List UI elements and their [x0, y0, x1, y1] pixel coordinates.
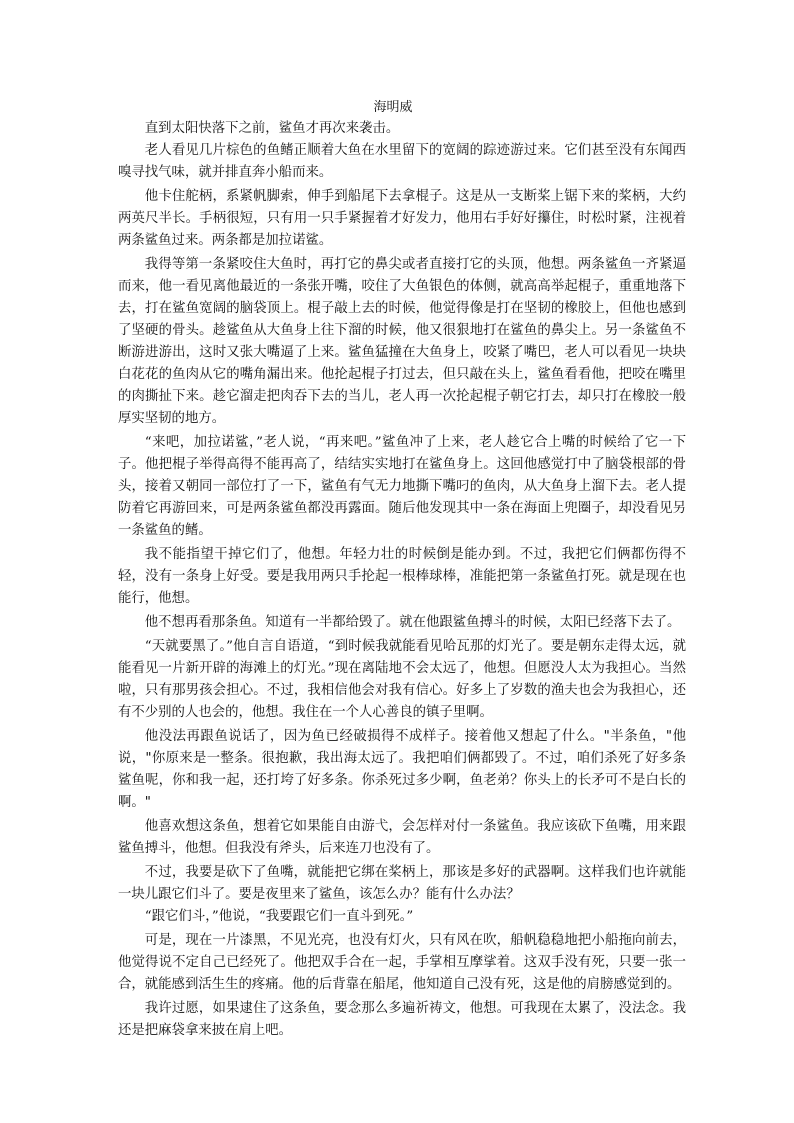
document-page: [118, 98, 686, 1042]
paragraph-1: 直到太阳快落下之前，鲨鱼才再次来袭击。: [144, 121, 400, 136]
paragraph-14: 我许过愿，如果逮住了这条鱼，要念那么多遍祈祷文，他想。可我现在太累了，没法念。我还是把麻袋拿来披在肩上吧。: [118, 1001, 686, 1038]
paragraph-5: “来吧，加拉诺鲨，”老人说，“再来吧。”鲨鱼冲了上来，老人趁它合上嘴的时候给了它一下子。他把棍子举得高得不能再高了，结结实实地打在鲨鱼身上。这回他感觉打中了脑袋根部的骨头，接着又朝同一部位打了一下，鲨鱼有气无力地撕下嘴叼的鱼肉，从大鱼身上溜下去。老人提防着它再游回来，可是两条鲨鱼都没再露面。随后他发现其中一条在海面上兜圈子，却没看见另一条鲨鱼的鳍。: [118, 435, 686, 538]
paragraph-2: 老人看见几片棕色的鱼鳍正顺着大鱼在水里留下的宽阔的踪迹游过来。它们甚至没有东闻西嗅寻找气味，就并排直奔小船而来。: [118, 143, 686, 180]
paragraph-13: 可是，现在一片漆黑，不见光亮，也没有灯火，只有风在吹，船帆稳稳地把小船拖向前去，他觉得说不定自己已经死了。他把双手合在一起，手掌相互摩挲着。这双手没有死，只要一张一合，就能感到活生生的疼痛。他的后背靠在船尾，他知道自己没有死，这是他的肩膀感觉到的。: [118, 933, 686, 992]
paragraph-7: 他不想再看那条鱼。知道有一半都给毁了。就在他跟鲨鱼搏斗的时候，太阳已经落下去了。: [144, 615, 681, 630]
paragraph-6: 我不能指望干掉它们了，他想。年轻力壮的时候倒是能办到。不过，我把它们俩都伤得不轻，没有一条身上好受。要是我用两只手抡起一根棒球棒，准能把第一条鲨鱼打死。就是现在也能行，他想。: [118, 547, 686, 606]
paragraph-8: “天就要黑了。”他自言自语道，“到时候我就能看见哈瓦那的灯光了。要是朝东走得太远，就能看见一片新开辟的海滩上的灯光。”现在离陆地不会太远了，他想。但愿没人太为我担心。当然啦，只有那男孩会担心。不过，我相信他会对我有信心。好多上了岁数的渔夫也会为我担心，还有不少别的人也会的，他想。我住在一个人心善良的镇子里啊。: [118, 639, 686, 720]
paragraph-11: 不过，我要是砍下了鱼嘴，就能把它绑在桨柄上，那该是多好的武器啊。这样我们也许就能一块儿跟它们斗了。要是夜里来了鲨鱼，该怎么办？能有什么办法？: [118, 865, 686, 902]
document-title: 海明威: [373, 100, 413, 115]
paragraph-3: 他卡住舵柄，系紧帆脚索，伸手到船尾下去拿棍子。这是从一支断桨上锯下来的桨柄，大约两英尺半长。手柄很短，只有用一只手紧握着才好发力，他用右手好好攥住，时松时紧，注视着两条鲨鱼过来。两条都是加拉诺鲨。: [118, 189, 686, 248]
paragraph-4: 我得等第一条紧咬住大鱼时，再打它的鼻尖或者直接打它的头顶，他想。两条鲨鱼一齐紧逼而来，他一看见离他最近的一条张开嘴，咬住了大鱼银色的体侧，就高高举起棍子，重重地落下去，打在鲨鱼宽阔的脑袋顶上。棍子敲上去的时候，他觉得像是打在坚韧的橡胶上，但他也感到了坚硬的骨头。趁鲨鱼从大鱼身上往下溜的时候，他又很狠地打在鲨鱼的鼻尖上。另一条鲨鱼不断游进游出，这时又张大嘴逼了上来。鲨鱼猛撞在大鱼身上，咬紧了嘴巴，老人可以看见一块块白花花的鱼肉从它的嘴角漏出来。他抡起棍子打过去，但只敲在头上，鲨鱼看看他，把咬在嘴里的肉撕扯下来。趁它溜走把肉吞下去的当儿，老人再一次抡起棍子朝它打去，却只打在橡胶一般厚实坚韧的地方。: [118, 257, 686, 426]
paragraph-10: 他喜欢想这条鱼，想着它如果能自由游弋，会怎样对付一条鲨鱼。我应该砍下鱼嘴，用来跟鲨鱼搏斗，他想。但我没有斧头，后来连刀也没有了。: [118, 819, 686, 856]
paragraph-9: 他没法再跟鱼说话了，因为鱼已经破损得不成样子。接着他又想起了什么。"半条鱼，"他说，"你原来是一整条。很抱歉，我出海太远了。我把咱们俩都毁了。不过，咱们杀死了好多条鲨鱼呢，你和我一起，还打垮了好多条。你杀死过多少啊，鱼老弟？你头上的长矛可不是白长的啊。": [118, 729, 686, 810]
paragraph-12: “跟它们斗，”他说，“我要跟它们一直斗到死。”: [144, 909, 414, 924]
